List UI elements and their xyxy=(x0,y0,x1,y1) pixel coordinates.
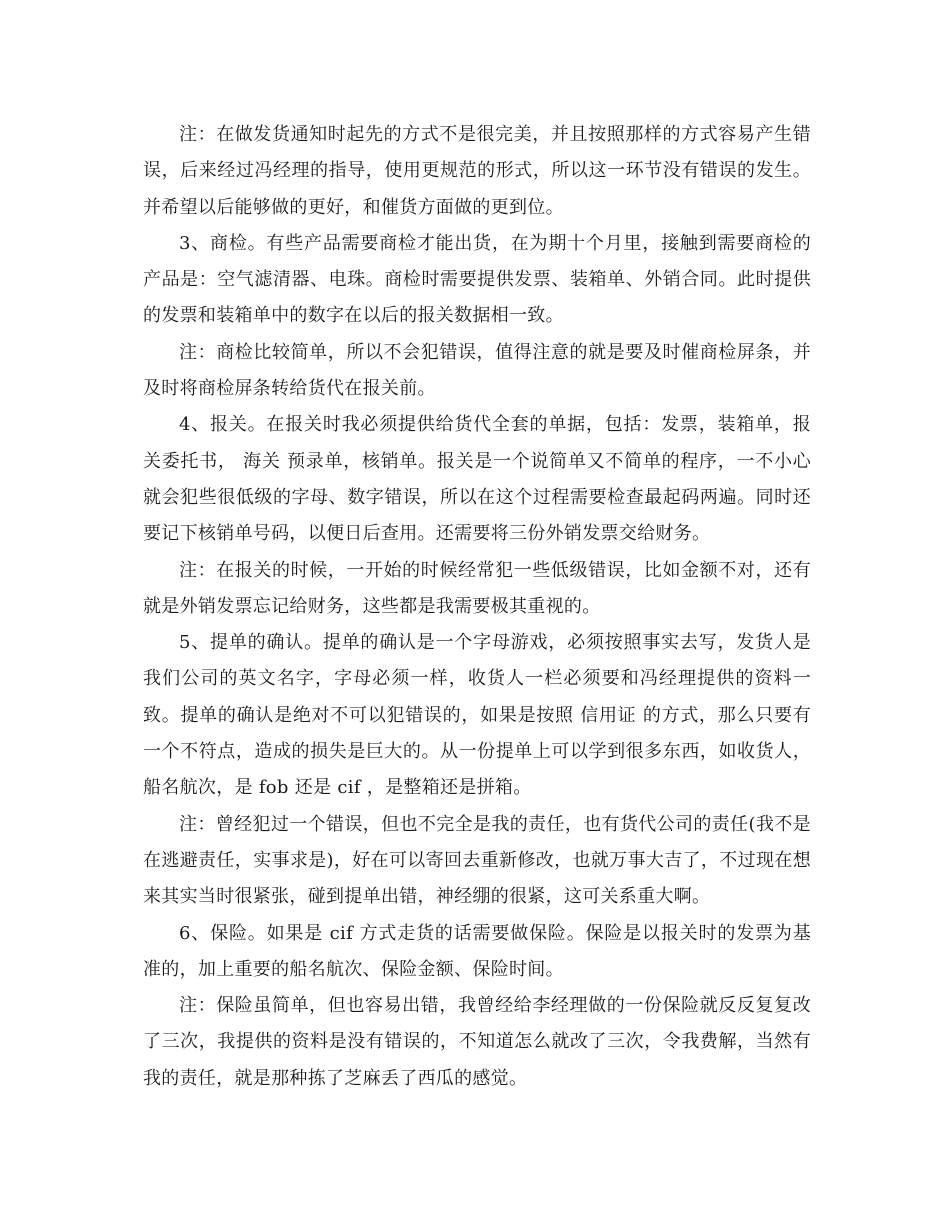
note-insurance: 注：保险虽简单，但也容易出错，我曾经给李经理做的一份保险就反反复复改了三次，我提供的资料是没有错误的，不知道怎么就改了三次，令我费解，当然有我的责任，就是那种拣了芝麻丢了西瓜的感觉。 xyxy=(143,995,811,1089)
note-customs-declaration: 注：在报关的时候，一开始的时候经常犯一些低级错误，比如金额不对，还有就是外销发票忘记给财务，这些都是我需要极其重视的。 xyxy=(143,559,811,617)
section-insurance: 6、保险。如果是 cif 方式走货的话需要做保险。保险是以报关时的发票为基准的，加上重要的船名航次、保险金额、保险时间。 xyxy=(143,922,811,980)
note-commodity-inspection: 注：商检比较简单，所以不会犯错误，值得注意的就是要及时催商检屏条，并及时将商检屏条转给货代在报关前。 xyxy=(143,341,811,400)
section-bill-of-lading: 5、提单的确认。提单的确认是一个字母游戏，必须按照事实去写，发货人是我们公司的英文名字，字母必须一样，收货人一栏必须要和冯经理提供的资料一致。提单的确认是绝对不可以犯错误的，如果是按照 信用证 的方式，那么只要有一个不符点，造成的损失是巨大的。从一份提单上可以学到很多东西，如收货人，船名航次，是 fob 还是 cif ，是整箱还是拼箱。 xyxy=(143,632,811,799)
document-body xyxy=(143,117,811,1097)
note-bill-of-lading: 注：曾经犯过一个错误，但也不完全是我的责任，也有货代公司的责任(我不是在逃避责任，实事求是)，好在可以寄回去重新修改，也就万事大吉了，不过现在想来其实当时很紧张，碰到提单出错，神经绷的很紧，这可关系重大啊。 xyxy=(143,813,811,908)
section-commodity-inspection: 3、商检。有些产品需要商检才能出货，在为期十个月里，接触到需要商检的产品是：空气滤清器、电珠。商检时需要提供发票、装箱单、外销合同。此时提供的发票和装箱单中的数字在以后的报关数据相一致。 xyxy=(143,232,811,327)
note-shipping-notice: 注：在做发货通知时起先的方式不是很完美，并且按照那样的方式容易产生错误，后来经过冯经理的指导，使用更规范的形式，所以这一环节没有错误的发生。并希望以后能够做的更好，和催货方面做的更到位。 xyxy=(143,124,811,218)
section-customs-declaration: 4、报关。在报关时我必须提供给货代全套的单据，包括：发票，装箱单，报关委托书， 海关 预录单，核销单。报关是一个说简单又不简单的程序，一不小心就会犯些很低级的字母、数字错误，所以在这个过程需要检查最起码两遍。同时还要记下核销单号码，以便日后查用。还需要将三份外销发票交给财务。 xyxy=(143,414,811,545)
